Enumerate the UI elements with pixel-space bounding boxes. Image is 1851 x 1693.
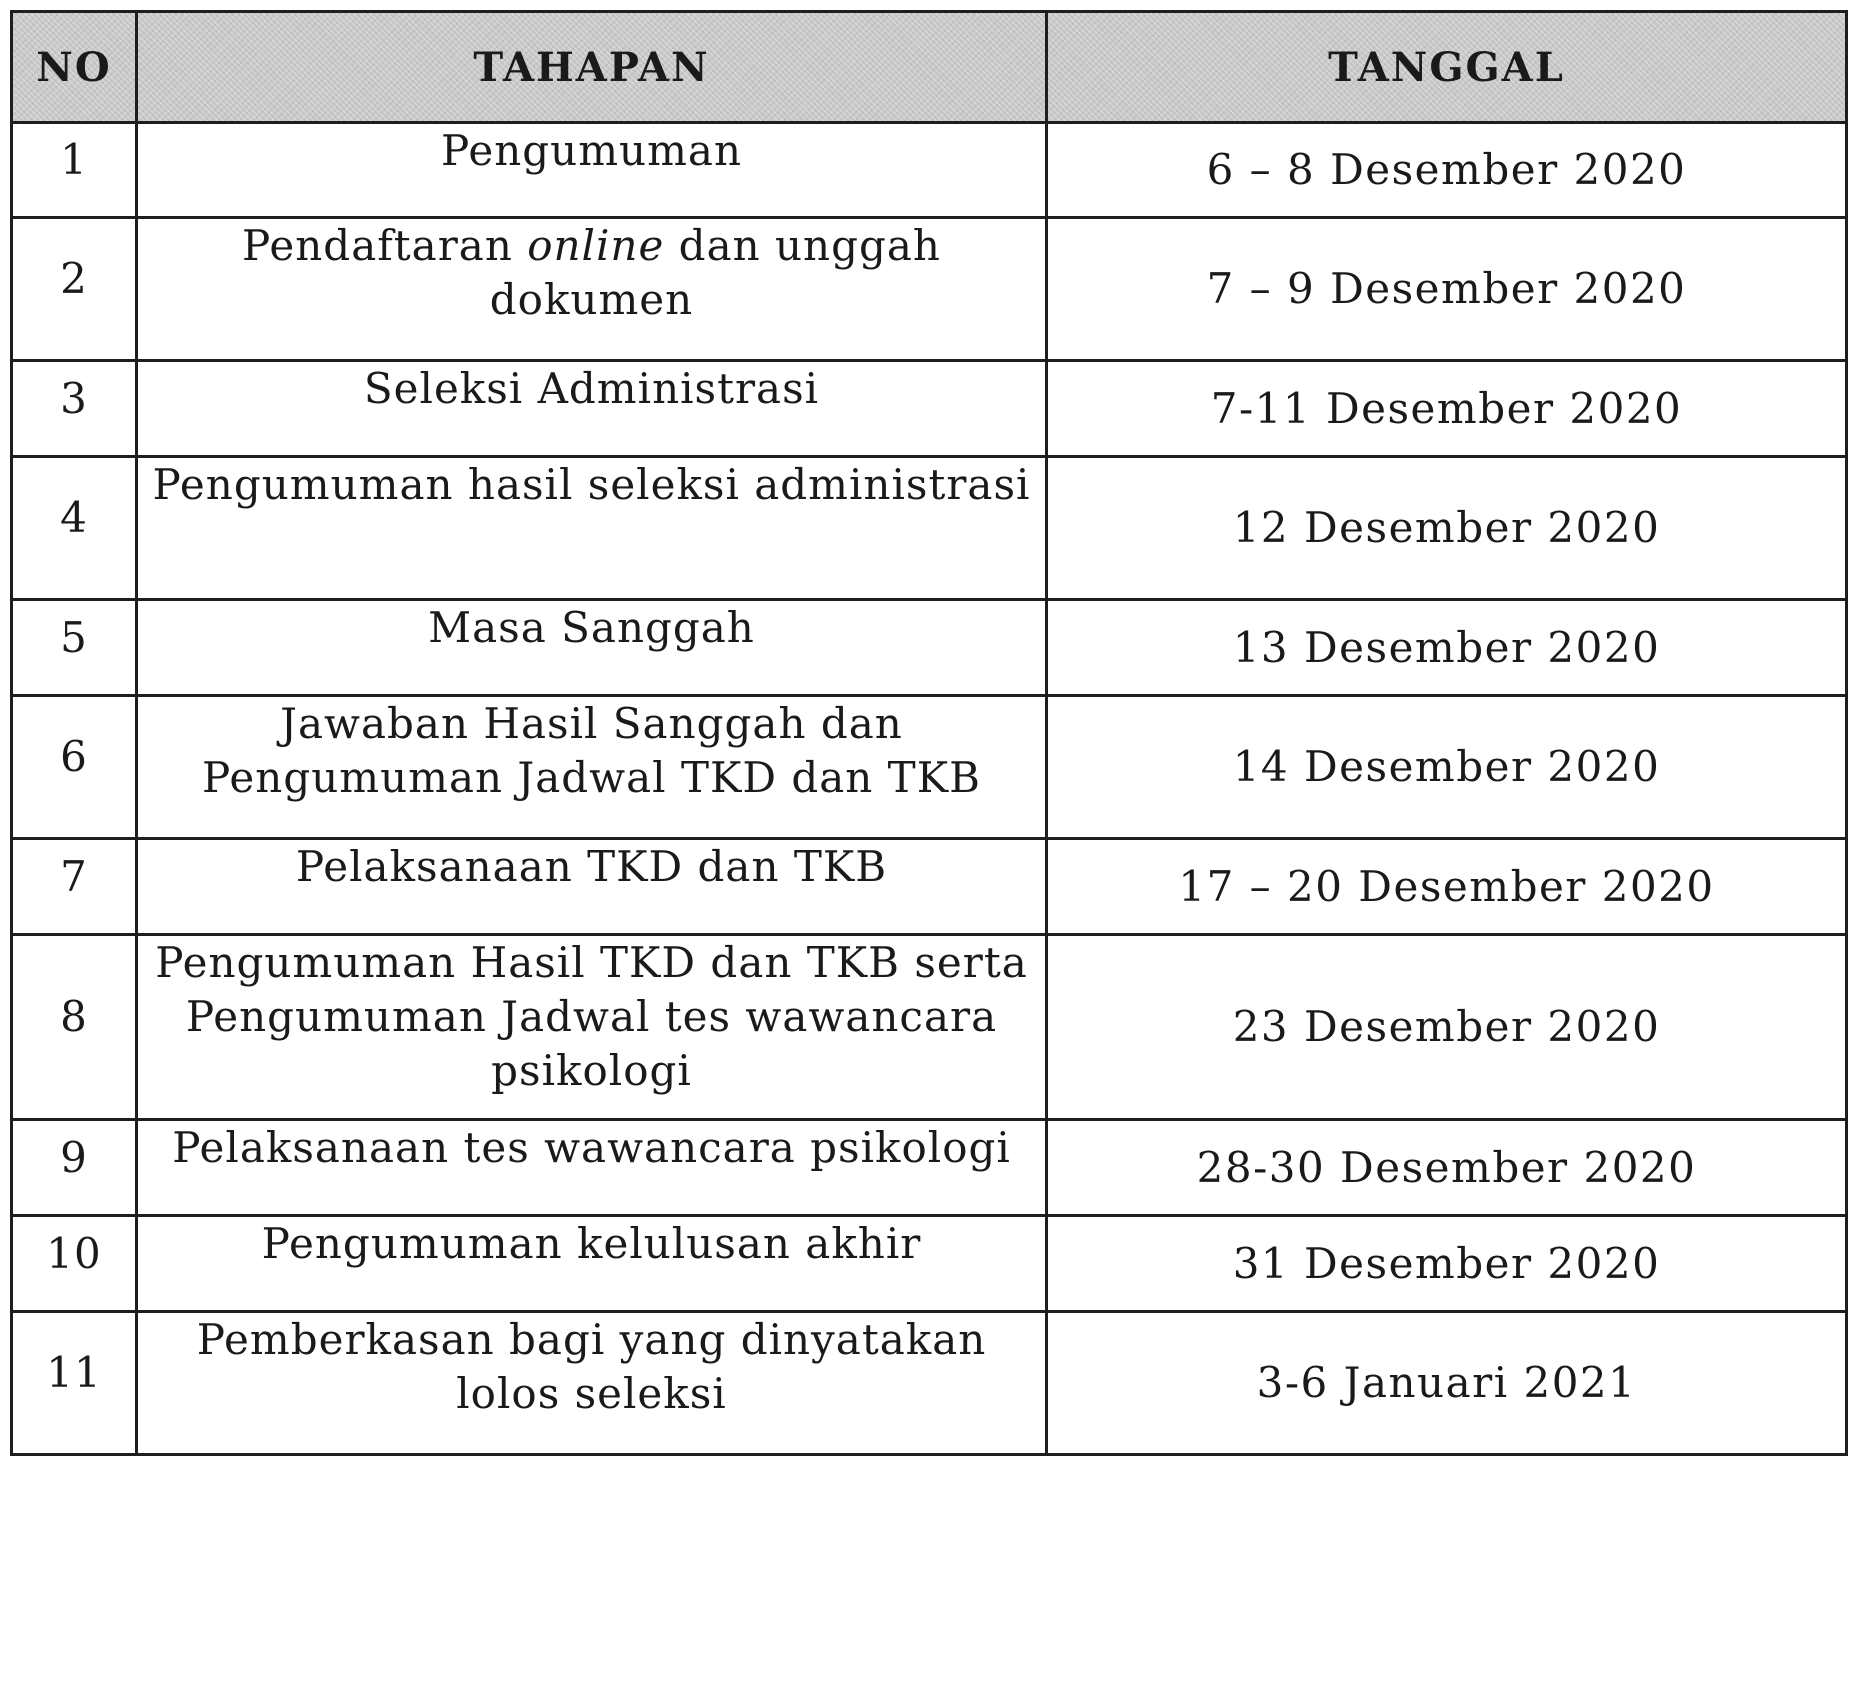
- row-number: 9: [12, 1120, 137, 1216]
- stage-date: 7-11 Desember 2020: [1047, 361, 1847, 457]
- table-row: [12, 839, 1847, 935]
- stage-date: 23 Desember 2020: [1047, 935, 1847, 1120]
- table-row: [12, 361, 1847, 457]
- row-number: 3: [12, 361, 137, 457]
- stage-date: 6 – 8 Desember 2020: [1047, 123, 1847, 218]
- row-number: 7: [12, 839, 137, 935]
- stage-date: 28-30 Desember 2020: [1047, 1120, 1847, 1216]
- stage-name: Pengumuman hasil seleksi administrasi: [137, 457, 1047, 600]
- stage-date: 31 Desember 2020: [1047, 1216, 1847, 1312]
- stage-date: 14 Desember 2020: [1047, 696, 1847, 839]
- stage-name: Pelaksanaan TKD dan TKB: [137, 839, 1047, 935]
- stage-name: Pengumuman Hasil TKD dan TKB serta Pengumuman Jadwal tes wawancara psikologi: [137, 935, 1047, 1120]
- table-row: [12, 696, 1847, 839]
- stage-name: Pemberkasan bagi yang dinyatakan lolos seleksi: [137, 1312, 1047, 1455]
- schedule-document: [10, 10, 1845, 1680]
- stage-name: Pengumuman: [137, 123, 1047, 218]
- stage-date: 12 Desember 2020: [1047, 457, 1847, 600]
- table-row: [12, 1312, 1847, 1455]
- stage-date: 7 – 9 Desember 2020: [1047, 218, 1847, 361]
- schedule-table: [10, 10, 1848, 1456]
- table-row: [12, 935, 1847, 1120]
- stage-name: Seleksi Administrasi: [137, 361, 1047, 457]
- stage-date: 3-6 Januari 2021: [1047, 1312, 1847, 1455]
- table-row: [12, 1120, 1847, 1216]
- stage-name-italic: online: [527, 221, 665, 270]
- row-number: 4: [12, 457, 137, 600]
- stage-name: Pendaftaran online dan unggah dokumen: [137, 218, 1047, 361]
- stage-name: Pelaksanaan tes wawancara psikologi: [137, 1120, 1047, 1216]
- table-row: [12, 1216, 1847, 1312]
- table-row: [12, 600, 1847, 696]
- stage-name: Pengumuman kelulusan akhir: [137, 1216, 1047, 1312]
- row-number: 1: [12, 123, 137, 218]
- row-number: 2: [12, 218, 137, 361]
- stage-date: 17 – 20 Desember 2020: [1047, 839, 1847, 935]
- table-row: [12, 123, 1847, 218]
- header-tahapan: TAHAPAN: [137, 12, 1047, 123]
- row-number: 10: [12, 1216, 137, 1312]
- row-number: 6: [12, 696, 137, 839]
- stage-date: 13 Desember 2020: [1047, 600, 1847, 696]
- row-number: 8: [12, 935, 137, 1120]
- stage-name: Masa Sanggah: [137, 600, 1047, 696]
- table-header-row: [12, 12, 1847, 123]
- stage-name: Jawaban Hasil Sanggah dan Pengumuman Jadwal TKD dan TKB: [137, 696, 1047, 839]
- row-number: 5: [12, 600, 137, 696]
- header-tanggal: TANGGAL: [1047, 12, 1847, 123]
- table-row: [12, 218, 1847, 361]
- header-no: NO: [12, 12, 137, 123]
- row-number: 11: [12, 1312, 137, 1455]
- table-row: [12, 457, 1847, 600]
